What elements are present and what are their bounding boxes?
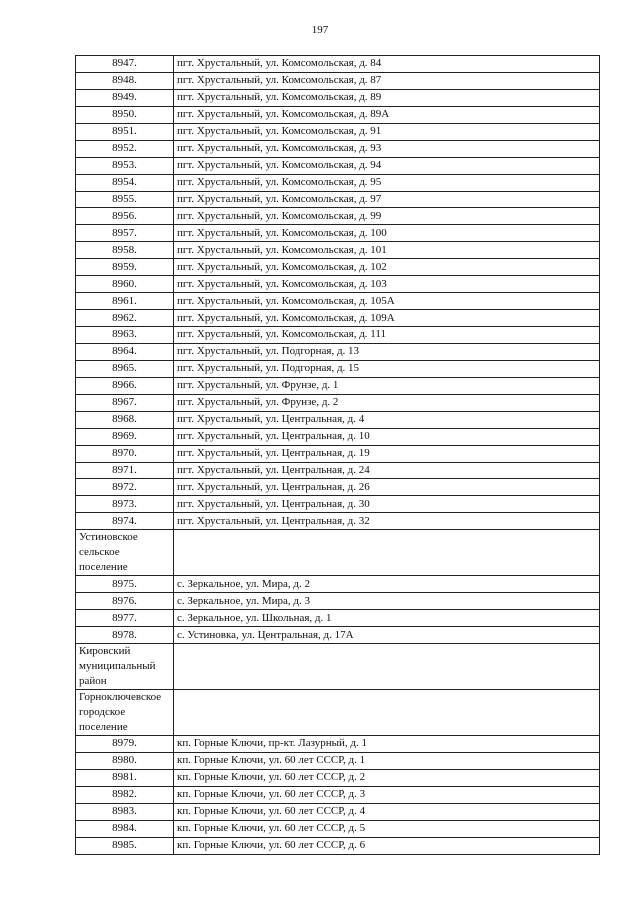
row-number: 8954. <box>76 174 174 191</box>
group-label <box>76 690 174 736</box>
row-number: 8969. <box>76 428 174 445</box>
table-row <box>76 428 600 445</box>
row-number: 8949. <box>76 89 174 106</box>
row-number: 8973. <box>76 496 174 513</box>
address-cell: с. Устиновка, ул. Центральная, д. 17А <box>174 627 600 644</box>
row-number: 8961. <box>76 293 174 310</box>
row-number: 8962. <box>76 310 174 327</box>
row-number: 8982. <box>76 786 174 803</box>
row-number: 8960. <box>76 276 174 293</box>
address-cell: кп. Горные Ключи, ул. 60 лет СССР, д. 6 <box>174 837 600 854</box>
table-row <box>76 123 600 140</box>
address-cell: пгт. Хрустальный, ул. Комсомольская, д. 99 <box>174 208 600 225</box>
address-cell: кп. Горные Ключи, ул. 60 лет СССР, д. 2 <box>174 769 600 786</box>
table-row <box>76 191 600 208</box>
row-number: 8985. <box>76 837 174 854</box>
table-row <box>76 820 600 837</box>
table-row <box>76 576 600 593</box>
table-row <box>76 394 600 411</box>
group-label-line: Кировский <box>79 645 131 657</box>
table-row <box>76 276 600 293</box>
row-number: 8975. <box>76 576 174 593</box>
group-label <box>76 530 174 576</box>
group-label-line: поселение <box>79 561 128 574</box>
row-number: 8950. <box>76 106 174 123</box>
table-row <box>76 803 600 820</box>
table-row <box>76 293 600 310</box>
row-number: 8951. <box>76 123 174 140</box>
table-row <box>76 736 600 753</box>
row-number: 8953. <box>76 157 174 174</box>
address-cell: пгт. Хрустальный, ул. Комсомольская, д. 89 <box>174 89 600 106</box>
address-cell: пгт. Хрустальный, ул. Комсомольская, д. 93 <box>174 140 600 157</box>
row-number: 8955. <box>76 191 174 208</box>
row-number: 8970. <box>76 445 174 462</box>
table-row <box>76 377 600 394</box>
address-cell: пгт. Хрустальный, ул. Комсомольская, д. 105А <box>174 293 600 310</box>
table-row <box>76 157 600 174</box>
address-cell: пгт. Хрустальный, ул. Центральная, д. 19 <box>174 445 600 462</box>
address-cell: пгт. Хрустальный, ул. Комсомольская, д. 102 <box>174 259 600 276</box>
table-row <box>76 445 600 462</box>
table-row <box>76 593 600 610</box>
row-number: 8956. <box>76 208 174 225</box>
group-label-line: район <box>79 675 107 687</box>
row-number: 8968. <box>76 411 174 428</box>
address-cell: с. Зеркальное, ул. Мира, д. 3 <box>174 593 600 610</box>
address-cell: кп. Горные Ключи, ул. 60 лет СССР, д. 4 <box>174 803 600 820</box>
address-cell: пгт. Хрустальный, ул. Комсомольская, д. 111 <box>174 327 600 344</box>
empty-cell <box>174 644 600 690</box>
address-cell: пгт. Хрустальный, ул. Центральная, д. 26 <box>174 479 600 496</box>
table-row <box>76 174 600 191</box>
row-number: 8981. <box>76 769 174 786</box>
table-row <box>76 72 600 89</box>
table-row <box>76 786 600 803</box>
row-number: 8976. <box>76 593 174 610</box>
table-row <box>76 752 600 769</box>
address-table <box>75 55 600 855</box>
row-number: 8958. <box>76 242 174 259</box>
row-number: 8964. <box>76 343 174 360</box>
address-cell: пгт. Хрустальный, ул. Центральная, д. 10 <box>174 428 600 445</box>
table-row <box>76 106 600 123</box>
table-row <box>76 610 600 627</box>
row-number: 8952. <box>76 140 174 157</box>
row-number: 8948. <box>76 72 174 89</box>
address-cell: пгт. Хрустальный, ул. Комсомольская, д. 94 <box>174 157 600 174</box>
row-number: 8979. <box>76 736 174 753</box>
address-cell: с. Зеркальное, ул. Мира, д. 2 <box>174 576 600 593</box>
table-row <box>76 89 600 106</box>
table-row <box>76 462 600 479</box>
table-row <box>76 56 600 73</box>
table-row <box>76 242 600 259</box>
table-row <box>76 310 600 327</box>
address-cell: пгт. Хрустальный, ул. Центральная, д. 24 <box>174 462 600 479</box>
table-row <box>76 769 600 786</box>
address-cell: пгт. Хрустальный, ул. Центральная, д. 32 <box>174 513 600 530</box>
group-label-line: городское <box>79 706 126 718</box>
page-number: 197 <box>311 24 329 36</box>
table-row <box>76 837 600 854</box>
empty-cell <box>174 530 600 576</box>
address-cell: с. Зеркальное, ул. Школьная, д. 1 <box>174 610 600 627</box>
row-number: 8959. <box>76 259 174 276</box>
table-row <box>76 259 600 276</box>
address-cell: пгт. Хрустальный, ул. Комсомольская, д. 97 <box>174 191 600 208</box>
table-row <box>76 225 600 242</box>
address-table-body <box>76 56 600 855</box>
address-cell: пгт. Хрустальный, ул. Комсомольская, д. 84 <box>174 56 600 73</box>
group-label-line: сельское <box>79 546 120 559</box>
row-number: 8974. <box>76 513 174 530</box>
address-cell: пгт. Хрустальный, ул. Комсомольская, д. 87 <box>174 72 600 89</box>
address-cell: пгт. Хрустальный, ул. Подгорная, д. 13 <box>174 343 600 360</box>
row-number: 8983. <box>76 803 174 820</box>
row-number: 8977. <box>76 610 174 627</box>
address-cell: пгт. Хрустальный, ул. Комсомольская, д. 95 <box>174 174 600 191</box>
row-number: 8965. <box>76 360 174 377</box>
group-label-line: поселение <box>79 721 128 733</box>
address-cell: пгт. Хрустальный, ул. Комсомольская, д. 101 <box>174 242 600 259</box>
group-label-line: Устиновское <box>79 531 138 544</box>
row-number: 8980. <box>76 752 174 769</box>
address-cell: кп. Горные Ключи, ул. 60 лет СССР, д. 3 <box>174 786 600 803</box>
table-row <box>76 140 600 157</box>
empty-cell <box>174 690 600 736</box>
group-header-row <box>76 530 600 576</box>
address-cell: пгт. Хрустальный, ул. Комсомольская, д. 103 <box>174 276 600 293</box>
address-cell: кп. Горные Ключи, пр-кт. Лазурный, д. 1 <box>174 736 600 753</box>
table-row <box>76 343 600 360</box>
table-row <box>76 327 600 344</box>
address-cell: пгт. Хрустальный, ул. Комсомольская, д. 89А <box>174 106 600 123</box>
group-header-row <box>76 690 600 736</box>
table-row <box>76 479 600 496</box>
table-row <box>76 208 600 225</box>
row-number: 8984. <box>76 820 174 837</box>
table-row <box>76 360 600 377</box>
row-number: 8947. <box>76 56 174 73</box>
address-cell: пгт. Хрустальный, ул. Комсомольская, д. 100 <box>174 225 600 242</box>
address-cell: пгт. Хрустальный, ул. Комсомольская, д. 109А <box>174 310 600 327</box>
table-row <box>76 627 600 644</box>
row-number: 8966. <box>76 377 174 394</box>
address-cell: кп. Горные Ключи, ул. 60 лет СССР, д. 5 <box>174 820 600 837</box>
address-cell: пгт. Хрустальный, ул. Подгорная, д. 15 <box>174 360 600 377</box>
row-number: 8972. <box>76 479 174 496</box>
row-number: 8978. <box>76 627 174 644</box>
group-label-line: муниципальный <box>79 660 156 672</box>
address-cell: пгт. Хрустальный, ул. Центральная, д. 30 <box>174 496 600 513</box>
address-cell: пгт. Хрустальный, ул. Фрунзе, д. 2 <box>174 394 600 411</box>
table-row <box>76 513 600 530</box>
table-row <box>76 496 600 513</box>
group-header-row <box>76 644 600 690</box>
address-cell: пгт. Хрустальный, ул. Комсомольская, д. 91 <box>174 123 600 140</box>
row-number: 8971. <box>76 462 174 479</box>
address-cell: кп. Горные Ключи, ул. 60 лет СССР, д. 1 <box>174 752 600 769</box>
address-cell: пгт. Хрустальный, ул. Фрунзе, д. 1 <box>174 377 600 394</box>
group-label <box>76 644 174 690</box>
row-number: 8963. <box>76 327 174 344</box>
row-number: 8967. <box>76 394 174 411</box>
table-row <box>76 411 600 428</box>
group-label-line: Горноключевское <box>79 691 162 703</box>
address-cell: пгт. Хрустальный, ул. Центральная, д. 4 <box>174 411 600 428</box>
row-number: 8957. <box>76 225 174 242</box>
